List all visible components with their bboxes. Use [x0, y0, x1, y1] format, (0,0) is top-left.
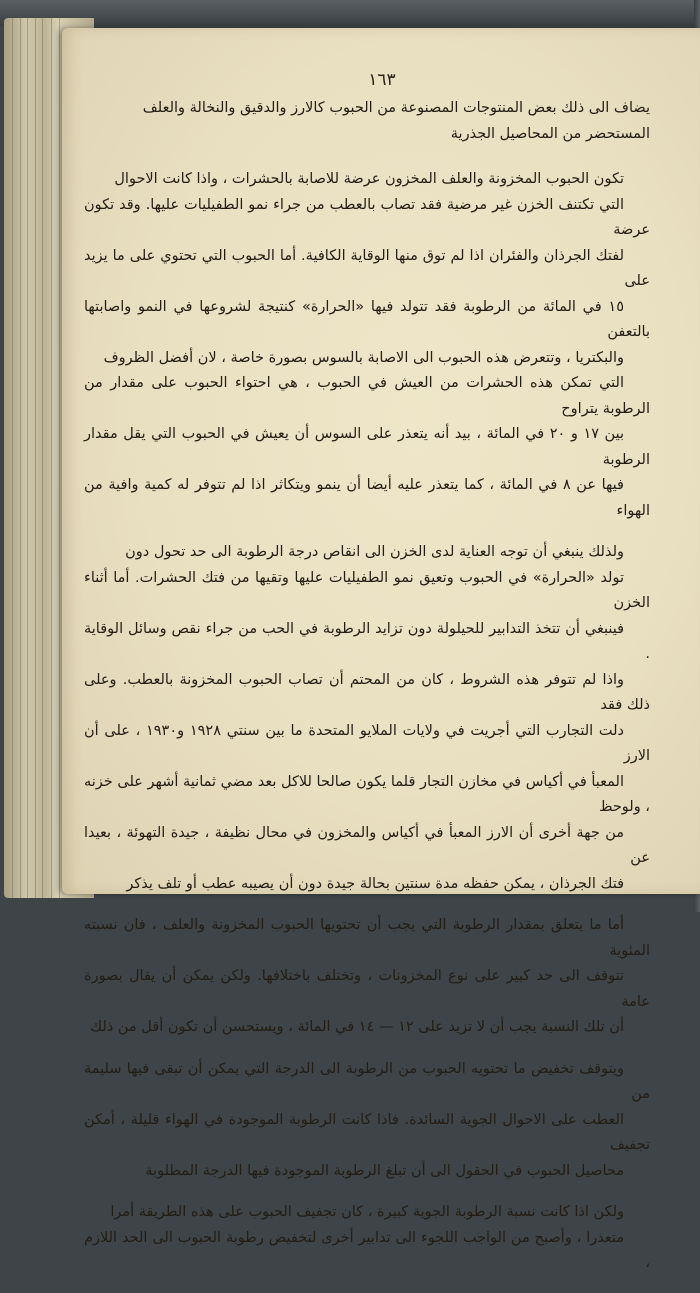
text-line: محاصيل الحبوب في الحقول الى أن تبلغ الرطوبة الموجودة فيها الدرجة المطلوبة [145, 1162, 624, 1179]
text-line: واذا لم تتوفر هذه الشروط ، كان من المحتم أن تصاب الحبوب المخزونة بالعطب. وعلى ذلك فقد [84, 671, 650, 713]
text-line: يضاف الى ذلك بعض المنتوجات المصنوعة من الحبوب كالارز والدقيق والنخالة والعلف [142, 100, 650, 116]
book-cover-top [0, 0, 700, 26]
text-line: العطب على الاحوال الجوية السائدة. فاذا كانت الرطوبة الموجودة في الهواء قليلة ، أمكن تجفيف [84, 1111, 650, 1153]
text-line: أما ما يتعلق بمقدار الرطوبة التي يجب أن تحتويها الحبوب المخزونة والعلف ، فان نسبته المئوية [84, 917, 650, 959]
page-body-text [84, 96, 650, 1293]
text-line: متعذرا ، وأصبح من الواجب اللجوء الى تدابير أخرى لتخفيض رطوبة الحبوب الى الحد اللازم ، [84, 1229, 650, 1271]
paragraph-3 [84, 540, 650, 897]
text-line: فتك الجرذان ، يمكن حفظه مدة سنتين بحالة جيدة دون أن يصيبه عطب أو تلف يذكر [126, 875, 624, 892]
text-line: فيها عن ٨ في المائة ، كما يتعذر عليه أيضا أن ينمو ويتكاثر اذا لم تتوفر له كمية وافية من الهواء [84, 477, 650, 519]
text-line: ولذلك ينبغي أن توجه العناية لدى الخزن الى انقاص درجة الرطوبة الى حد تحول دون [125, 544, 624, 560]
text-line: تولد «الحرارة» في الحبوب وتعيق نمو الطفيليات عليها وتقيها من فتك الحشرات. أما أثناء الخزن [84, 569, 650, 611]
text-line: لفتك الجرذان والفئران اذا لم توق منها الوقاية الكافية. أما الحبوب التي تحتوي على ما يزيد على [84, 247, 650, 289]
text-line: التي تكتنف الخزن غير مرضية فقد تصاب بالعطب من جراء نمو الطفيليات عليها. وقد تكون عرضة [84, 196, 650, 238]
text-line: بين ١٧ و ٢٠ في المائة ، بيد أنه يتعذر على السوس أن يعيش في الحبوب التي يقل مقدار الرطوبة [84, 426, 650, 468]
text-line: أن تلك النسبة يجب أن لا تزيد على ١٢ — ١٤ في المائة ، ويستحسن أن تكون أقل من ذلك [90, 1019, 624, 1035]
paragraph-5 [84, 1057, 650, 1185]
text-line: والبكتريا ، وتتعرض هذه الحبوب الى الاصابة بالسوس بصورة خاصة ، لان أفضل الظروف [103, 349, 624, 366]
book-page [62, 28, 700, 1271]
paragraph-6 [84, 1200, 650, 1277]
paragraph-1 [84, 96, 650, 147]
paragraph-4 [84, 913, 650, 1041]
paragraph-2 [84, 167, 650, 524]
text-line: التي تمكن هذه الحشرات من العيش في الحبوب ، هي احتواء الحبوب على مقدار من الرطوبة يتراوح [84, 375, 650, 417]
text-line: ولكن اذا كانت نسبة الرطوبة الجوية كبيرة ، كان تجفيف الحبوب على هذه الطريقة أمرا [110, 1204, 624, 1220]
text-line: المستحضر من المحاصيل الجذرية [450, 125, 650, 142]
text-line: ١٥ في المائة من الرطوبة فقد تتولد فيها «الحرارة» كنتيجة لشروعها في النمو واصابتها بالتعفن [84, 298, 650, 340]
text-line: المعبأ في أكياس في مخازن التجار قلما يكون صالحا للاكل بعد مضي ثمانية أشهر على خزنه ، ولوحظ [84, 773, 650, 815]
text-line: تكون الحبوب المخزونة والعلف المخزون عرضة للاصابة بالحشرات ، واذا كانت الاحوال [114, 171, 624, 187]
text-line: ويتوقف تخفيض ما تحتويه الحبوب من الرطوبة الى الدرجة التي يمكن أن تبقى فيها سليمة من [84, 1060, 650, 1102]
text-line: من جهة أخرى أن الارز المعبأ في أكياس والمخزون في محال نظيفة ، جيدة التهوئة ، بعيدا عن [84, 824, 650, 866]
page-number: ١٦٣ [368, 70, 396, 90]
text-line: تتوقف الى حد كبير على نوع المخزونات ، وتختلف باختلافها. ولكن يمكن أن يقال بصورة عامة [84, 968, 650, 1010]
text-line: دلت التجارب التي أجريت في ولايات الملايو المتحدة ما بين سنتي ١٩٢٨ و١٩٣٠ ، على أن الارز [84, 722, 650, 764]
text-line: فينبغي أن تتخذ التدابير للحيلولة دون تزايد الرطوبة في الحب من جراء نقص وسائل الوقاية . [84, 620, 650, 662]
